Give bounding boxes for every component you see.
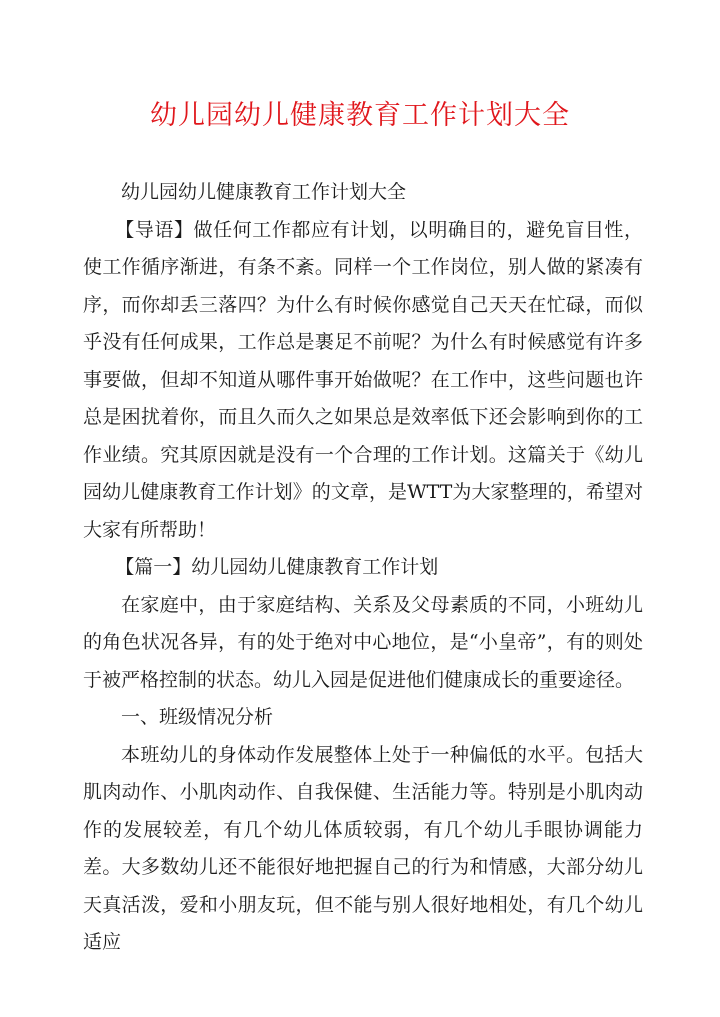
intro-paragraph: 【导语】做任何工作都应有计划，以明确目的，避免盲目性，使工作循序渐进，有条不紊。同样一个工作岗位，别人做的紧凑有序，而你却丢三落四？为什么有时候你感觉自己天天在忙碌，而似乎没有任何成果，工作总是裹足不前呢？为什么有时候感觉有许多事要做，但却不知道从哪件事开始做呢？在工作中，这些问题也许总是困扰着你，而且久而久之如果总是效率低下还会影响到你的工作业绩。究其原因就是没有一个合理的工作计划。这篇关于《幼儿园幼儿健康教育工作计划》的文章，是WTT为大家整理的，希望对大家有所帮助！ <box>83 218 643 541</box>
body-paragraph: 本班幼儿的身体动作发展整体上处于一种偏低的水平。包括大肌肉动作、小肌肉动作、自我保健、生活能力等。特别是小肌肉动作的发展较差，有几个幼儿体质较弱，有几个幼儿手眼协调能力差。大多数幼儿还不能很好地把握自己的行为和情感，大部分幼儿天真活泼，爱和小朋友玩，但不能与别人很好地相处，有几个幼儿适应 <box>83 743 643 953</box>
subsection-heading: 一、班级情况分析 <box>121 706 274 728</box>
body-paragraph: 在家庭中，由于家庭结构、关系及父母素质的不同，小班幼儿的角色状况各异，有的处于绝对中心地位，是“小皇帝”，有的则处于被严格控制的状态。幼儿入园是促进他们健康成长的重要途径。 <box>83 593 643 691</box>
subtitle-paragraph: 幼儿园幼儿健康教育工作计划大全 <box>121 181 407 203</box>
document-body <box>83 174 643 962</box>
section-heading: 【篇一】幼儿园幼儿健康教育工作计划 <box>115 556 439 578</box>
document-title: 幼儿园幼儿健康教育工作计划大全 <box>150 100 570 131</box>
